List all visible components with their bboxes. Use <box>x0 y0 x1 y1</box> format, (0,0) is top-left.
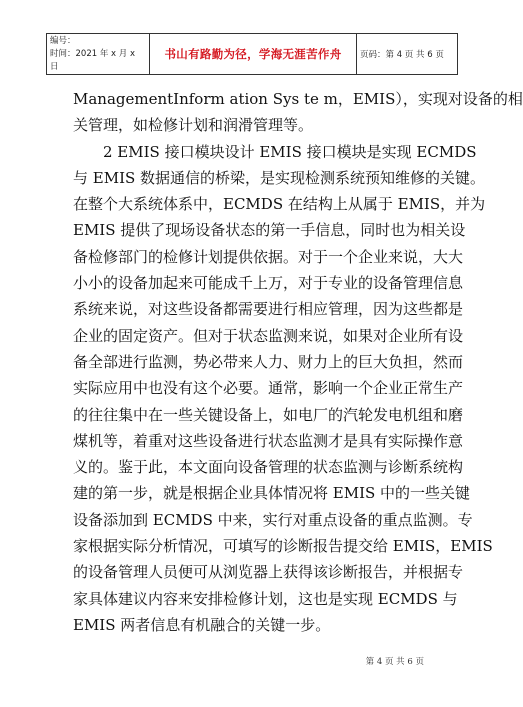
text-line: 家具体建议内容来安排检修计划，这也是实现 ECMDS 与 <box>73 589 458 608</box>
text-line: 建的第一步，就是根据企业具体情况将 EMIS 中的一些关键 <box>73 484 471 503</box>
header-meta <box>47 34 150 75</box>
text-line: 煤机等，着重对这些设备进行状态监测才是具有实际操作意 <box>73 431 464 450</box>
text-line: 小小的设备加起来可能成千上万，对于专业的设备管理信息 <box>73 274 464 293</box>
paragraph-2 <box>73 139 493 639</box>
text-line: 系统来说，对这些设备都需要进行相应管理，因为这些都是 <box>73 300 464 319</box>
text-line: 的设备管理人员便可从浏览器上获得该诊断报告，并根据专 <box>73 563 464 582</box>
header-page-info: 页码：第 4 页 共 6 页 <box>357 34 458 75</box>
text-line: 关管理，如检修计划和润滑管理等。 <box>73 116 314 135</box>
paragraph-1 <box>73 86 523 139</box>
text-line: EMIS 两者信息有机融合的关键一步。 <box>73 615 331 634</box>
body-text <box>73 86 523 638</box>
text-line: 设备添加到 ECMDS 中来，实行对重点设备的重点监测。专 <box>73 510 473 529</box>
text-line: 企业的固定资产。但对于状态监测来说，如果对企业所有设 <box>73 326 464 345</box>
text-line: 实际应用中也没有这个必要。通常，影响一个企业正常生产 <box>73 379 464 398</box>
text-line: 与 EMIS 数据通信的桥梁，是实现检测系统预知维修的关键。 <box>73 168 486 187</box>
header-motto: 书山有路勤为径，学海无涯苦作舟 <box>150 34 357 75</box>
number-label: 编号： <box>50 35 76 46</box>
text-line: 的往往集中在一些关键设备上，如电厂的汽轮发电机组和磨 <box>73 405 464 424</box>
text-line: EMIS 提供了现场设备状态的第一手信息，同时也为相关设 <box>73 221 466 240</box>
page-footer: 第 4 页 共 6 页 <box>365 657 424 667</box>
text-line: 在整个大系统体系中，ECMDS 在结构上从属于 EMIS，并为 <box>73 195 486 214</box>
page-header <box>46 33 458 75</box>
text-line: 家根据实际分析情况，可填写的诊断报告提交给 EMIS，EMIS <box>73 537 493 556</box>
time-label: 时间：2021 年 x 月 x 日 <box>50 48 136 72</box>
text-line: 备检修部门的检修计划提供依据。对于一个企业来说，大大 <box>73 247 464 266</box>
text-line: 备全部进行监测，势必带来人力、财力上的巨大负担，然而 <box>73 352 464 371</box>
text-line: ManagementInform ation Sys te m，EMIS），实现对设备的相 <box>73 90 523 108</box>
text-line: 义的。鉴于此，本文面向设备管理的状态监测与诊断系统构 <box>73 458 464 477</box>
text-line: 2 EMIS 接口模块设计 EMIS 接口模块是实现 ECMDS <box>73 142 477 161</box>
